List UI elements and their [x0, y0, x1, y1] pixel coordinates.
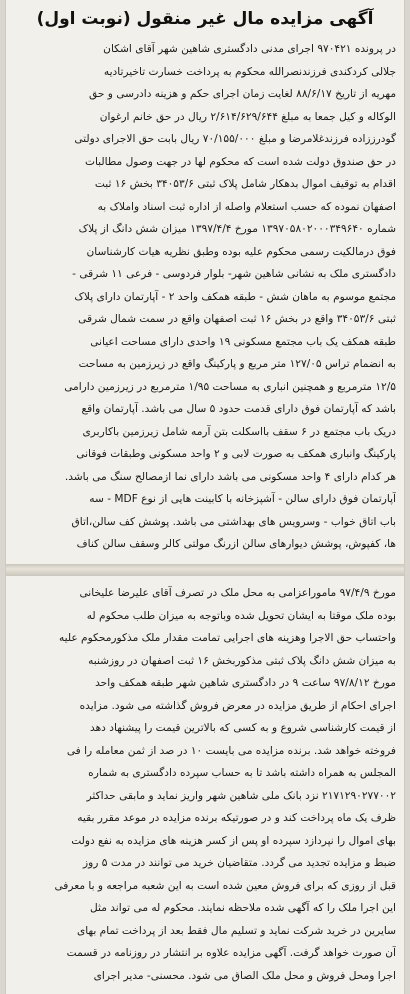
- text-line: اجرای احکام از طریق مزایده در معرض فروش گذاشته می شود. مزایده: [79, 699, 396, 712]
- text-line: این اجرا ملک را که آگهی شده ملاحظه نمایند. محکوم له می تواند مثل: [89, 902, 396, 914]
- text-line: فوق درمالکیت رسمی محکوم علیه بوده وطبق نظریه هیات کارشناسان: [86, 245, 396, 258]
- text-line: ها، کفپوش، پوشش دیوارهای سالن ازرنگ مولتی کالر وسقف سالن کناف: [76, 538, 396, 550]
- text-line: در پرونده ۹۷۰۴۲۱ اجرای مدنی دادگستری شاهین شهر آقای اشکان: [103, 43, 396, 55]
- text-line: مجتمع موسوم به ماهان شش - طبقه همکف واحد ۲ - آپارتمان دارای پلاک: [74, 290, 396, 303]
- text-line: واحتساب حق الاجرا وهزینه های اجرایی تمامت مقدار ملک مذکورمحکوم علیه: [58, 632, 396, 644]
- text-line: ثبتی ۳۴۰۵۳/۶ واقع در بخش ۱۶ ثبت اصفهان واقع در سمت شمال شرقی: [78, 313, 396, 325]
- text-line: طبقه همکف یک باب مجتمع مسکونی ۱۹ واحدی دارای مساحت اعیانی: [90, 335, 396, 348]
- text-line: قبل از روزی که برای فروش معین شده است به این شعبه مراجعه و با معرفی: [54, 879, 396, 892]
- text-line: در حق صندوق دولت شده است که محکوم لها در جهت وصول مطالبات: [84, 155, 396, 168]
- text-line: ظرف یک ماه پرداخت کند و در صورتیکه برنده مزایده در موعد مقرر بقیه: [77, 812, 396, 824]
- text-line: مورخ ۹۷/۴/۹ ماموراعزامی به محل ملک در تصرف آقای علیرضا علیخانی: [79, 587, 396, 599]
- text-line: مورخ ۹۷/۸/۱۲ ساعت ۹ در دادگستری شاهین شهر طبقه همکف واحد: [95, 677, 396, 689]
- notice-title: آگهی مزایده مال غیر منقول (نوبت اول): [36, 9, 374, 29]
- text-line: بوده ملک موقتا به ایشان تحویل شده وباتوجه به میزان طلب محکوم له: [86, 609, 396, 622]
- text-line: ۲۱۷۱۲۹۰۲۷۷۰۰۲ نزد بانک ملی شاهین شهر واریز نماید و مابقی حداکثر: [86, 789, 396, 802]
- text-line: دادگستری ملک به نشانی شاهین شهر- بلوار فردوسی - فرعی ۱۱ شرقی -: [72, 268, 396, 280]
- notice-body-part-2: [6, 582, 404, 982]
- text-line: هر کدام دارای ۴ واحد مسکونی می باشد دارای نما ازمصالح سنگ می باشد.: [64, 470, 396, 483]
- text-line: به انضمام تراس ۱۲۷/۰۵ متر مربع و پارکینگ واقع در زیرزمین به مساحت: [78, 358, 396, 370]
- text-line: اجرا ومحل فروش و محل ملک الصاق می شود. محسنی- مدیر اجرای: [93, 969, 396, 982]
- text-line: ضبط و مزایده تجدید می گردد. متقاضیان خرید می توانند در مدت ۵ روز: [83, 857, 396, 869]
- text-line: از قیمت کارشناسی شروع و به کسی که بالاترین قیمت را پیشنهاد دهد: [90, 722, 396, 734]
- text-line: اصفهان نموده که حسب استعلام واصله از اداره ثبت اسناد واملاک به: [97, 200, 396, 213]
- fold-divider: [6, 564, 404, 576]
- text-line: دریک باب مجتمع در ۶ سقف بااسکلت بتن آرمه شامل زیرزمین باکاربری: [82, 425, 396, 438]
- newspaper-clipping: [6, 0, 404, 994]
- text-line: باشد که آپارتمان فوق دارای قدمت حدود ۵ سال می باشد. آپارتمان واقع: [81, 403, 396, 415]
- text-line: [14, 556, 396, 559]
- text-line: شماره ۱۳۹۷۰۵۸۰۲۰۰۰۳۴۹۶۴۰ مورخ ۱۳۹۷/۴/۴ میزان شش دانگ از پلاک: [78, 223, 396, 235]
- text-line: ۱۲/۵ مترمربع و همچنین انباری به مساحت ۱/۹۵ مترمربع در زیرزمین دارامی: [64, 380, 396, 393]
- text-line: آن صورت خواهد گرفت. آگهی مزایده علاوه بر انتشار در روزنامه در قسمت: [66, 947, 396, 959]
- text-line: جلالی کردکندی فرزندنصرالله محکوم به پرداخت خسارت تاخیرتادیه: [103, 65, 396, 78]
- text-line: الوکاله و کیل جمعا به مبلغ ۲/۶۱۴/۶۲۹/۶۴۴ ریال در حق خانم ارغوان: [99, 110, 396, 123]
- text-line: فروخته خواهد شد. برنده مزایده می بایست ۱۰ در صد از ثمن معامله را فی: [66, 744, 396, 757]
- text-line: بهای اموال را نپردازد سپرده او پس از کسر هزینه های مزایده به نفع دولت: [71, 834, 396, 847]
- text-line: گودرززاده فرزندغلامرضا و مبلغ ۷۰/۱۵۵/۰۰۰ ریال بابت حق الاجرای دولتی: [74, 133, 396, 145]
- text-line: باب اتاق خواب - وسرویس های بهداشتی می باشد. پوشش کف سالن،اتاق: [71, 515, 396, 528]
- text-line: آپارتمان فوق دارای سالن - آشپزخانه با کابینت هایی از نوع MDF - سه: [89, 493, 396, 505]
- text-line: سایرین در خرید شرکت نماید و تسلیم مال فقط بعد از پرداخت تمام بهای: [76, 924, 396, 937]
- notice-body-part-1: [6, 38, 404, 558]
- text-line: مهریه از تاریخ ۸۸/۶/۱۷ لغایت زمان اجرای حکم و هزینه دادرسی و حق: [89, 88, 396, 100]
- text-line: اقدام به توقیف اموال بدهکار شامل پلاک ثبتی ۳۴۰۵۳/۶ بخش ۱۶ ثبت: [94, 178, 396, 190]
- text-line: المجلس به همراه داشته باشد تا به حساب سپرده دادگستری به شماره: [88, 767, 396, 779]
- text-line: به میزان شش دانگ پلاک ثبتی مذکوربخش ۱۶ ثبت اصفهان در روزشنبه: [88, 654, 396, 667]
- text-line: پارکینگ وانباری همکف به صورت لابی و ۲ واحد مسکونی وطبقات فوقانی: [76, 448, 396, 460]
